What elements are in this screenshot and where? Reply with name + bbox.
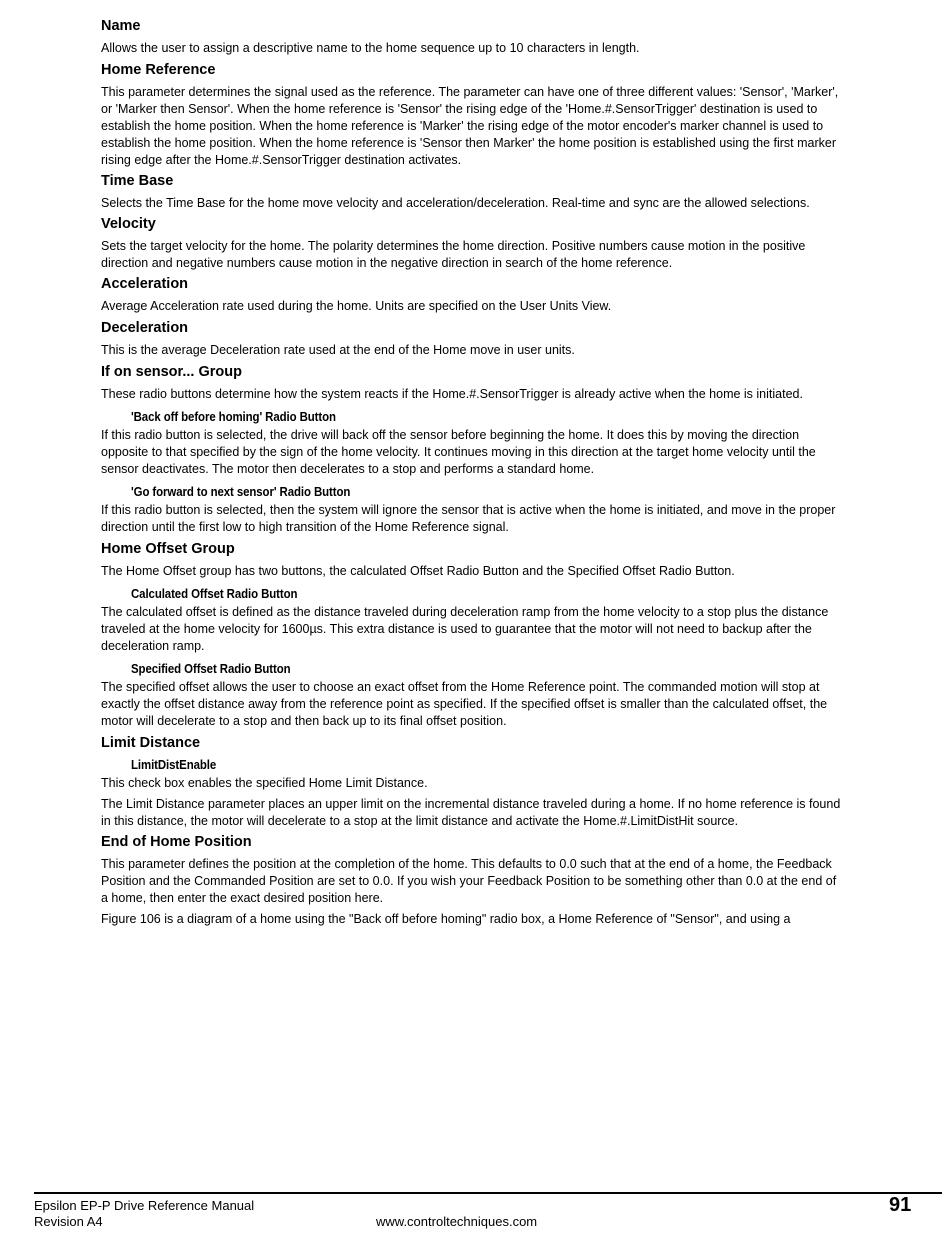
- paragraph-velocity: Sets the target velocity for the home. The polarity determines the home direction. Positive numbers cause motion in the positive direction and negative numbers cause motion in the negative direction in search of the home reference.: [101, 239, 806, 270]
- heading-velocity: Velocity: [101, 216, 156, 232]
- paragraph-deceleration: This is the average Deceleration rate used at the end of the Home move in user units.: [101, 343, 575, 357]
- heading-home-offset: Home Offset Group: [101, 541, 235, 557]
- paragraph-calculated-offset: The calculated offset is defined as the distance traveled during deceleration ramp from the home velocity to a stop plus the distance traveled at the home velocity for 1600µs. This extra distance is used to guarantee that the motor will not need to backup after the deceleration ramp.: [101, 605, 829, 653]
- heading-deceleration: Deceleration: [101, 320, 189, 336]
- heading-time-base: Time Base: [101, 173, 174, 189]
- page-content: [101, 16, 846, 928]
- paragraph-go-forward: If this radio button is selected, then the system will ignore the sensor that is active when the home is initiated, and move in the proper direction until the first low to high transition of the Home Reference signal.: [101, 503, 836, 534]
- paragraph-if-on-sensor: These radio buttons determine how the system reacts if the Home.#.SensorTrigger is already active when the home is initiated.: [101, 387, 803, 401]
- heading-name: Name: [101, 18, 141, 34]
- paragraph-figure-reference: Figure 106 is a diagram of a home using the "Back off before homing" radio box, a Home Reference of "Sensor", and using a: [101, 912, 791, 926]
- heading-acceleration: Acceleration: [101, 276, 189, 292]
- paragraph-specified-offset: The specified offset allows the user to choose an exact offset from the Home Reference point. The commanded motion will stop at exactly the offset distance away from the reference point as specified. If the specified offset is smaller than the calculated offset, the motor will decelerate to a stop and then back up to its final offset position.: [101, 680, 828, 728]
- subheading-calculated-offset: Calculated Offset Radio Button: [131, 586, 298, 601]
- paragraph-home-offset: The Home Offset group has two buttons, the calculated Offset Radio Button and the Specified Offset Radio Button.: [101, 564, 735, 578]
- paragraph-limit-dist-enable: This check box enables the specified Home Limit Distance.: [101, 776, 428, 790]
- subheading-go-forward: 'Go forward to next sensor' Radio Button: [131, 484, 351, 499]
- subheading-specified-offset: Specified Offset Radio Button: [131, 661, 291, 676]
- footer-revision: Revision A4: [34, 1214, 103, 1229]
- paragraph-home-reference: This parameter determines the signal used as the reference. The parameter can have one of three different values: 'Sensor', 'Marker', or 'Marker then Sensor'. When the home reference is 'Sensor' the rising edge of the 'Home.#.SensorTrigger' destination is used to establish the home position. When the home reference is 'Marker' the rising edge of the motor encoder's marker channel is used to establish the home position. When the home reference is 'Sensor then Marker' the home position is established using the first marker rising edge after the Home.#.SensorTrigger destination activates.: [101, 85, 839, 167]
- heading-if-on-sensor: If on sensor... Group: [101, 364, 242, 380]
- paragraph-time-base: Selects the Time Base for the home move velocity and acceleration/deceleration. Real-time and sync are the allowed selections.: [101, 196, 810, 210]
- subheading-back-off: 'Back off before homing' Radio Button: [131, 409, 336, 424]
- heading-home-reference: Home Reference: [101, 62, 216, 78]
- heading-end-of-home: End of Home Position: [101, 834, 252, 850]
- paragraph-back-off: If this radio button is selected, the drive will back off the sensor before beginning the home. It does this by moving the direction opposite to that specified by the sign of the home velocity. It continues moving in this direction at the target home velocity until the sensor deactivates. The motor then decelerates to a stop and performs a standard home.: [101, 428, 816, 476]
- heading-limit-distance: Limit Distance: [101, 735, 201, 751]
- footer-title: Epsilon EP-P Drive Reference Manual: [34, 1198, 255, 1213]
- paragraph-limit-distance: The Limit Distance parameter places an upper limit on the incremental distance traveled during a home. If no home reference is found in this distance, the motor will decelerate to a stop at the limit distance and activate the Home.#.LimitDistHit source.: [101, 797, 841, 828]
- footer-manual-info: [34, 1198, 254, 1230]
- page-number: 91: [889, 1194, 912, 1216]
- footer-rule: [34, 1192, 942, 1194]
- paragraph-name: Allows the user to assign a descriptive name to the home sequence up to 10 characters in length.: [101, 41, 640, 55]
- paragraph-end-of-home: This parameter defines the position at the completion of the home. This defaults to 0.0 such that at the end of a home, the Feedback Position and the Commanded Position are set to 0.0. If you wish your Feedback Position to be something other than 0.0 at the end of a home, then enter the exact desired position here.: [101, 857, 837, 905]
- footer-website: www.controltechniques.com: [376, 1214, 538, 1229]
- subheading-limit-dist-enable: LimitDistEnable: [131, 757, 217, 772]
- paragraph-acceleration: Average Acceleration rate used during the home. Units are specified on the User Units View.: [101, 299, 612, 313]
